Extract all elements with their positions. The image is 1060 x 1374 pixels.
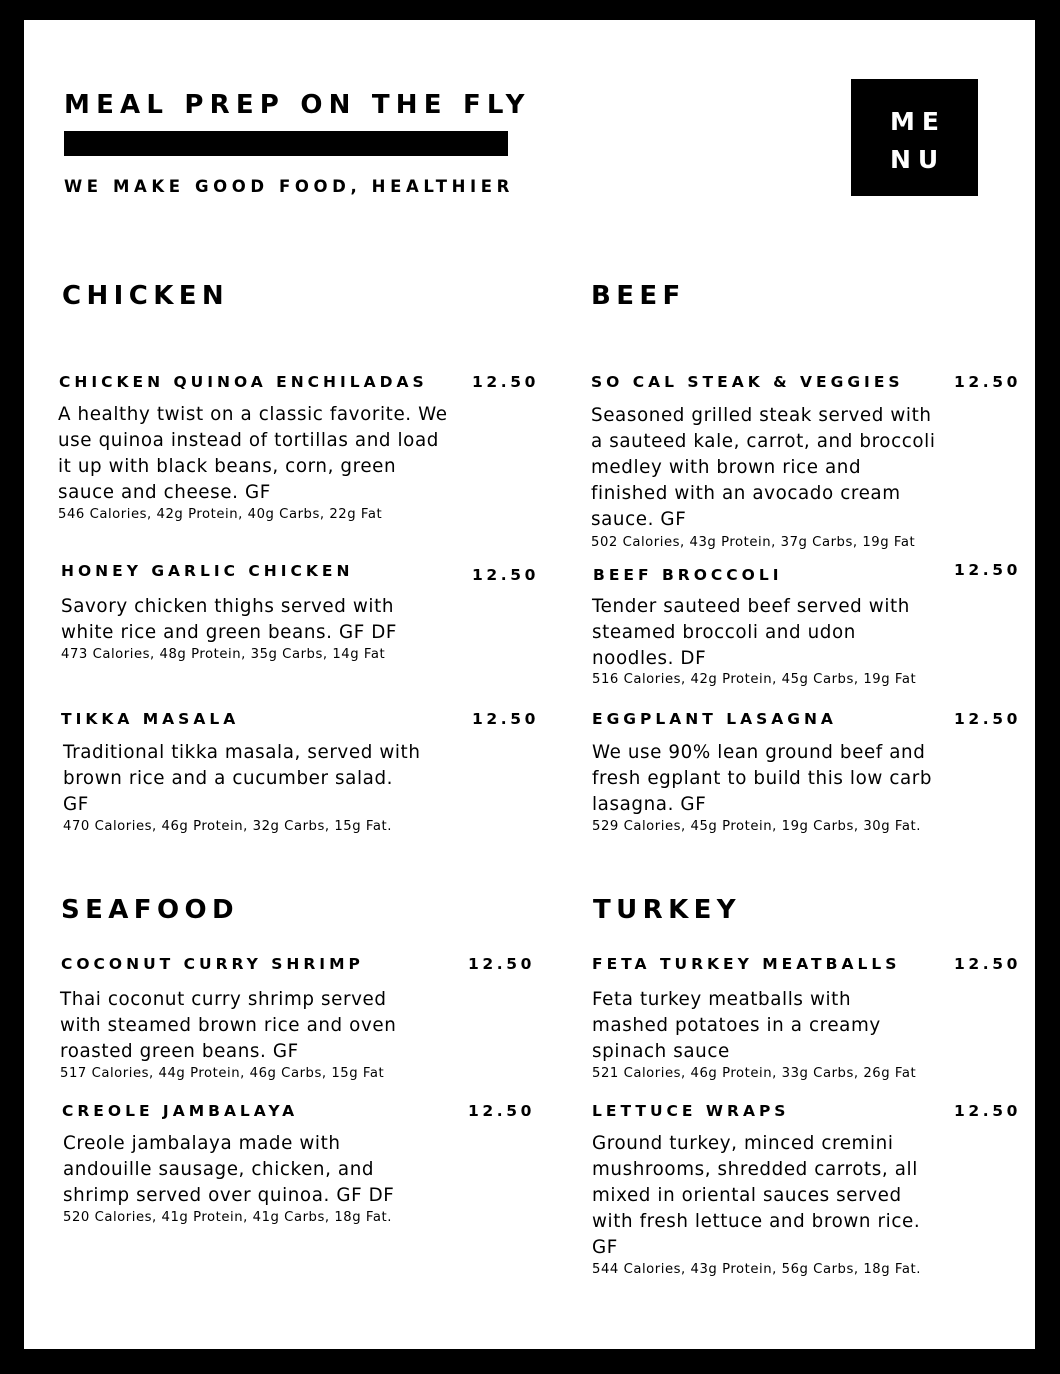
tagline: WE MAKE GOOD FOOD, HEALTHIER xyxy=(64,177,514,196)
item-name: COCONUT CURRY SHRIMP xyxy=(61,955,364,973)
item-name: CREOLE JAMBALAYA xyxy=(62,1102,299,1120)
title-underline-bar xyxy=(64,131,508,156)
item-description: A healthy twist on a classic favorite. We use quinoa instead of tortillas and load it up with black beans, corn, green sauce and cheese. GF xyxy=(58,404,448,503)
item-nutrition: 521 Calories, 46g Protein, 33g Carbs, 26g Fat xyxy=(592,1066,917,1081)
menu-badge-line-2: NU xyxy=(890,145,946,174)
item-price: 12.50 xyxy=(954,710,1022,728)
menu-page xyxy=(24,20,1035,1349)
item-price: 12.50 xyxy=(472,566,540,584)
menu-badge-line-1: ME xyxy=(890,107,946,136)
item-description: Traditional tikka masala, served with brown rice and a cucumber salad. GF xyxy=(63,742,421,815)
item-price: 12.50 xyxy=(472,710,540,728)
item-price: 12.50 xyxy=(472,373,540,391)
item-name: BEEF BROCCOLI xyxy=(593,566,783,584)
item-name: TIKKA MASALA xyxy=(61,710,240,728)
item-description: Ground turkey, minced cremini mushrooms, shredded carrots, all mixed in oriental sauces served with fresh lettuce and brown rice. GF xyxy=(592,1133,921,1258)
item-nutrition: 529 Calories, 45g Protein, 19g Carbs, 30g Fat. xyxy=(592,819,921,834)
item-description: Savory chicken thighs served with white rice and green beans. GF DF xyxy=(61,596,398,643)
item-name: CHICKEN QUINOA ENCHILADAS xyxy=(59,373,428,391)
item-name: FETA TURKEY MEATBALLS xyxy=(592,955,901,973)
item-description: Creole jambalaya made with andouille sausage, chicken, and shrimp served over quinoa. GF DF xyxy=(63,1133,395,1206)
item-nutrition: 473 Calories, 48g Protein, 35g Carbs, 14g Fat xyxy=(61,647,386,662)
item-nutrition: 502 Calories, 43g Protein, 37g Carbs, 19g Fat xyxy=(591,535,916,550)
item-description: We use 90% lean ground beef and fresh egplant to build this low carb lasagna. GF xyxy=(592,742,933,815)
section-title-beef: BEEF xyxy=(591,281,686,311)
item-description: Seasoned grilled steak served with a sauteed kale, carrot, and broccoli medley with brown rice and finished with an avocado cream sauce. GF xyxy=(591,405,936,530)
item-description: Feta turkey meatballs with mashed potatoes in a creamy spinach sauce xyxy=(592,989,881,1062)
item-price: 12.50 xyxy=(954,1102,1022,1120)
item-name: SO CAL STEAK & VEGGIES xyxy=(591,373,904,391)
item-price: 12.50 xyxy=(468,1102,536,1120)
page-title: MEAL PREP ON THE FLY xyxy=(64,90,531,120)
item-nutrition: 470 Calories, 46g Protein, 32g Carbs, 15g Fat. xyxy=(63,819,392,834)
item-description: Thai coconut curry shrimp served with steamed brown rice and oven roasted green beans. GF xyxy=(60,989,397,1062)
item-nutrition: 544 Calories, 43g Protein, 56g Carbs, 18g Fat. xyxy=(592,1262,921,1277)
item-name: LETTUCE WRAPS xyxy=(592,1102,790,1120)
item-nutrition: 520 Calories, 41g Protein, 41g Carbs, 18g Fat. xyxy=(63,1210,392,1225)
item-name: HONEY GARLIC CHICKEN xyxy=(61,562,354,580)
section-title-turkey: TURKEY xyxy=(593,895,742,925)
item-price: 12.50 xyxy=(954,955,1022,973)
menu-badge xyxy=(851,79,978,196)
item-name: EGGPLANT LASAGNA xyxy=(592,710,837,728)
section-title-seafood: SEAFOOD xyxy=(61,895,239,925)
item-price: 12.50 xyxy=(954,561,1022,579)
item-description: Tender sauteed beef served with steamed broccoli and udon noodles. DF xyxy=(592,596,910,669)
item-nutrition: 517 Calories, 44g Protein, 46g Carbs, 15g Fat xyxy=(60,1066,385,1081)
item-price: 12.50 xyxy=(954,373,1022,391)
section-title-chicken: CHICKEN xyxy=(62,281,230,311)
item-price: 12.50 xyxy=(468,955,536,973)
item-nutrition: 516 Calories, 42g Protein, 45g Carbs, 19g Fat xyxy=(592,672,917,687)
item-nutrition: 546 Calories, 42g Protein, 40g Carbs, 22g Fat xyxy=(58,507,383,522)
